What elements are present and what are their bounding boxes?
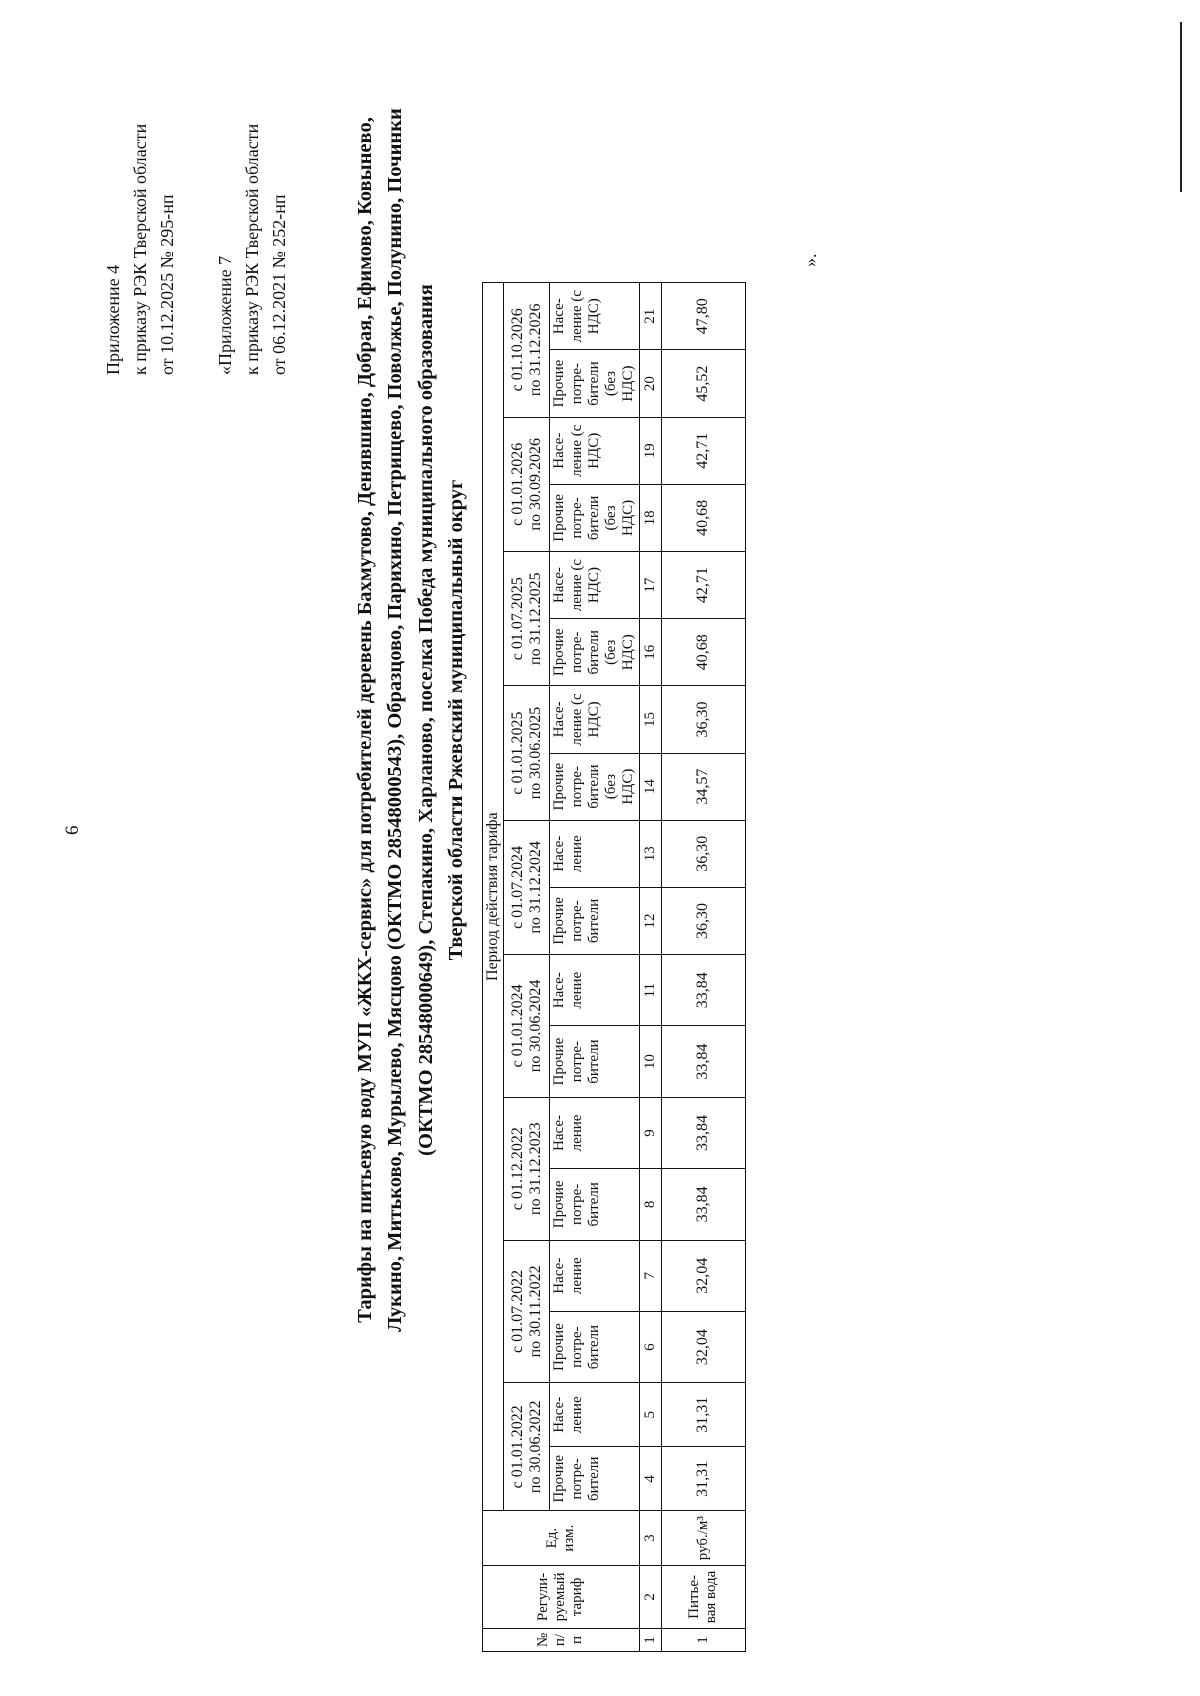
tariff-value: 32,04: [661, 1240, 745, 1311]
title-line: (ОКТМО 28548000649), Степакино, Харланово, поселка Победа муниципального образования: [414, 284, 437, 1156]
tariff-value: 36,30: [661, 887, 745, 954]
period-to: по 30.11.2022: [526, 1265, 544, 1358]
column-number: 7: [639, 1240, 661, 1311]
other-consumers-header: Прочие потре-бители: [550, 887, 639, 954]
tariff-value: 42,71: [661, 552, 745, 619]
tariff-value: 42,71: [661, 417, 745, 484]
title-line: Лукино, Митьково, Мурылево, Мясцово (ОКТМО 28548000543), Образцово, Парихино, Петрищево, Поволжье, Полунино, Починки: [384, 108, 407, 1332]
period-to: по 30.09.2026: [526, 438, 544, 531]
other-consumers-header: Прочие потре-бители: [550, 1447, 639, 1511]
period-from: с 01.01.2022: [508, 1405, 526, 1489]
period-to: по 30.06.2024: [526, 979, 544, 1073]
header-period: Период действия тарифа: [483, 283, 504, 1511]
period-header: [504, 1383, 550, 1511]
tariff-value: 36,30: [661, 686, 745, 753]
row-unit: руб./м³: [661, 1511, 745, 1566]
column-number: 14: [639, 753, 661, 820]
population-header: Насе-ление: [550, 1097, 639, 1168]
column-number: 21: [639, 283, 661, 350]
other-consumers-header: Прочие потре-бители: [550, 1169, 639, 1240]
header-unit: Ед. изм.: [483, 1511, 640, 1566]
column-number: 19: [639, 417, 661, 484]
population-header: Насе-ление (с НДС): [550, 283, 639, 350]
population-header: Насе-ление (с НДС): [550, 552, 639, 619]
other-consumers-header: Прочие потре-бители (без НДС): [550, 484, 639, 551]
column-number: 17: [639, 552, 661, 619]
column-number: 1: [639, 1628, 661, 1651]
tariff-value: 33,84: [661, 1169, 745, 1240]
period-from: с 01.01.2024: [508, 984, 526, 1068]
tariff-value: 36,30: [661, 820, 745, 887]
tariff-value: 47,80: [661, 283, 745, 350]
title-line: Тарифы на питьевую воду МУП «ЖКХ-сервис» для потребителей деревень Бахмутово, Денявшино, Добрая, Ефимово, Ковынево,: [354, 117, 376, 1323]
tariff-value: 32,04: [661, 1311, 745, 1382]
title-line: Тверской области Ржевский муниципальный округ: [444, 479, 467, 961]
population-header: Насе-ление: [550, 955, 639, 1026]
tariff-value: 40,68: [661, 484, 745, 551]
row-no: 1: [661, 1628, 745, 1651]
margin-rule: [1180, 22, 1182, 192]
tariff-value: 34,57: [661, 753, 745, 820]
tariff-table: [482, 282, 746, 1652]
population-header: Насе-ление (с НДС): [550, 417, 639, 484]
column-number: 10: [639, 1026, 661, 1097]
column-number: 12: [639, 887, 661, 954]
column-number: 8: [639, 1169, 661, 1240]
tariff-value: 40,68: [661, 619, 745, 686]
period-to: по 31.12.2023: [526, 1122, 544, 1215]
tariff-value: 45,52: [661, 350, 745, 417]
document-title: [350, 30, 471, 1410]
period-header: [504, 552, 550, 686]
period-header: [504, 820, 550, 954]
tariff-value: 33,84: [661, 955, 745, 1026]
period-header: [504, 686, 550, 820]
population-header: Насе-ление: [550, 1240, 639, 1311]
attachment-new-line2: к приказу РЭК Тверской области: [130, 123, 150, 375]
column-number: 5: [639, 1383, 661, 1447]
period-to: по 30.06.2025: [526, 706, 544, 800]
attachment-old-line1: «Приложение 7: [215, 255, 235, 375]
column-number: 6: [639, 1311, 661, 1382]
other-consumers-header: Прочие потре-бители: [550, 1311, 639, 1382]
attachment-old-line3: от 06.12.2021 № 252-нп: [269, 194, 289, 375]
tariff-value: 33,84: [661, 1026, 745, 1097]
row-tariff: Питье-вая вода: [661, 1565, 745, 1628]
period-header: [504, 1240, 550, 1383]
period-to: по 31.12.2025: [526, 572, 544, 665]
period-from: с 01.07.2025: [508, 577, 526, 661]
attachment-old-line2: к приказу РЭК Тверской области: [242, 123, 262, 375]
population-header: Насе-ление (с НДС): [550, 686, 639, 753]
period-from: с 01.10.2026: [508, 308, 526, 392]
column-number: 2: [639, 1565, 661, 1628]
attachment-old: [212, 124, 293, 375]
population-header: Насе-ление: [550, 820, 639, 887]
period-to: по 30.06.2022: [526, 1400, 544, 1494]
other-consumers-header: Прочие потре-бители (без НДС): [550, 619, 639, 686]
header-no: № п/п: [483, 1628, 640, 1651]
page-number: 6: [62, 825, 83, 835]
attachment-new: [100, 124, 181, 375]
tariff-value: 31,31: [661, 1383, 745, 1447]
rotated-document: [20, 35, 820, 1655]
period-from: с 01.12.2022: [508, 1127, 526, 1211]
column-number: 15: [639, 686, 661, 753]
column-number: 20: [639, 350, 661, 417]
period-to: по 31.12.2024: [526, 841, 544, 934]
column-number: 16: [639, 619, 661, 686]
period-from: с 01.07.2024: [508, 845, 526, 929]
period-header: [504, 1097, 550, 1240]
column-number: 18: [639, 484, 661, 551]
population-header: Насе-ление: [550, 1383, 639, 1447]
period-header: [504, 283, 550, 418]
period-from: с 01.07.2022: [508, 1269, 526, 1353]
column-number: 9: [639, 1097, 661, 1168]
column-number: 11: [639, 955, 661, 1026]
period-from: с 01.01.2025: [508, 711, 526, 795]
column-number: 3: [639, 1511, 661, 1566]
header-tariff: Регули-руемый тариф: [483, 1565, 640, 1628]
period-header: [504, 417, 550, 551]
attachment-new-line1: Приложение 4: [103, 264, 123, 375]
other-consumers-header: Прочие потре-бители (без НДС): [550, 753, 639, 820]
closing-quote: ».: [800, 253, 820, 267]
period-from: с 01.01.2026: [508, 442, 526, 526]
attachment-new-line3: от 10.12.2025 № 295-нп: [157, 194, 177, 375]
tariff-value: 33,84: [661, 1097, 745, 1168]
tariff-value: 31,31: [661, 1447, 745, 1511]
period-to: по 31.12.2026: [526, 303, 544, 397]
other-consumers-header: Прочие потре-бители: [550, 1026, 639, 1097]
period-header: [504, 955, 550, 1098]
column-number: 13: [639, 820, 661, 887]
column-number: 4: [639, 1447, 661, 1511]
other-consumers-header: Прочие потре-бители (без НДС): [550, 350, 639, 417]
